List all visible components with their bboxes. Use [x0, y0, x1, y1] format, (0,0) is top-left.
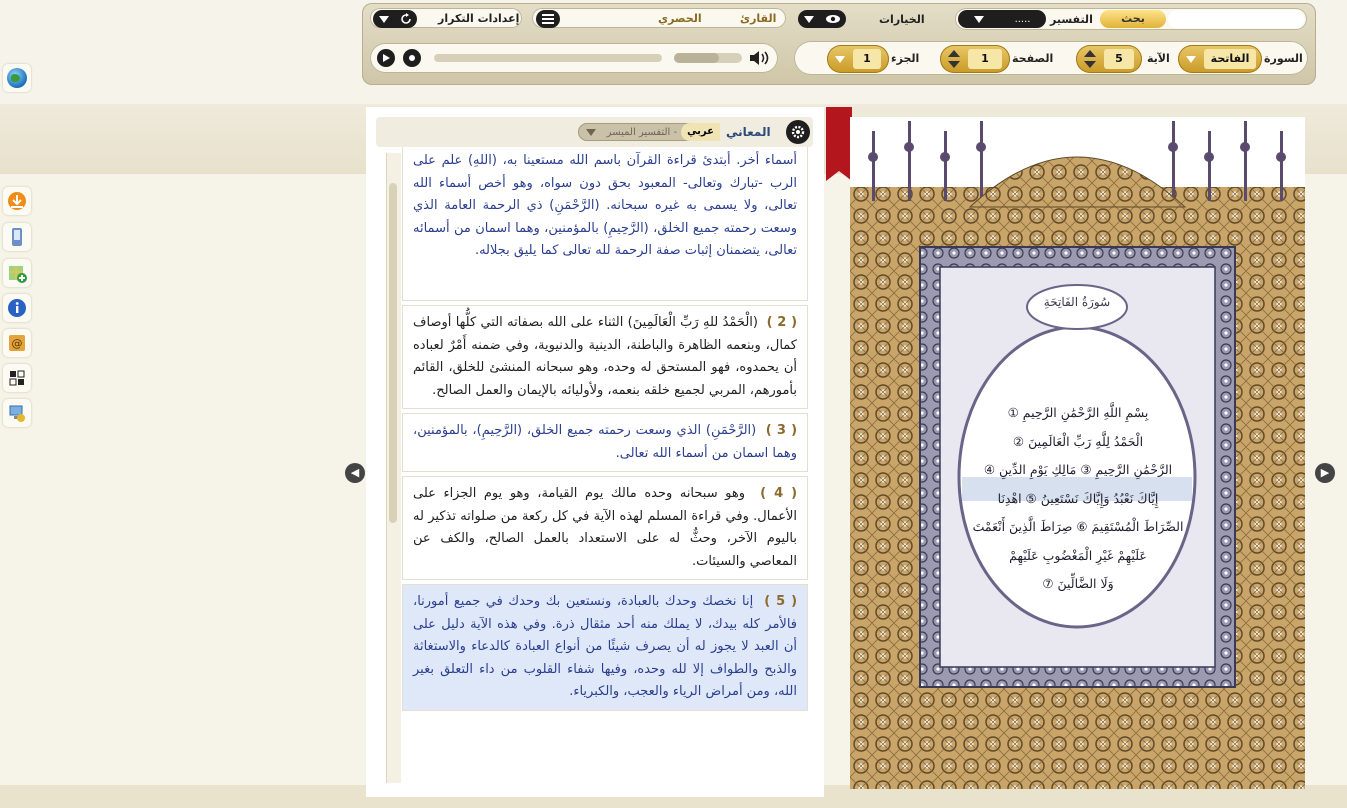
- arrow-up-icon[interactable]: [948, 50, 960, 57]
- quran-line-highlighted[interactable]: إِيَّاكَ نَعْبُدُ وَإِيَّاكَ نَسْتَعِينُ ⑤ اهْدِنَا: [997, 490, 1159, 506]
- quran-line[interactable]: الْحَمْدُ لِلَّهِ رَبِّ الْعَالَمِينَ ②: [1012, 433, 1144, 449]
- prev-page-arrow-icon[interactable]: ◀: [345, 463, 365, 483]
- play-icon: [382, 54, 390, 62]
- arrow-down-icon[interactable]: [948, 61, 960, 68]
- email-icon[interactable]: [3, 329, 31, 357]
- gear-icon: [791, 125, 805, 139]
- download-icon[interactable]: [3, 187, 31, 215]
- volume-icon[interactable]: [748, 49, 770, 67]
- ayah-number: ( 3 ): [765, 423, 798, 438]
- surah-label: السورة: [1264, 52, 1303, 65]
- tafsir-select[interactable]: [958, 10, 1046, 28]
- tafsir-entry[interactable]: [402, 413, 808, 472]
- mobile-icon[interactable]: [3, 223, 31, 251]
- volume-fill: [674, 53, 719, 63]
- quran-text: [962, 399, 1194, 599]
- page-value: 1: [968, 49, 1002, 69]
- juz-select[interactable]: [827, 45, 889, 73]
- search-input[interactable]: [1168, 10, 1304, 28]
- quran-line[interactable]: وَلَا الضَّالِّينَ ⑦: [1042, 576, 1114, 591]
- tafsir-text: وهو سبحانه وحده مالك يوم القيامة، وهو يوم الجزاء على الأعمال. وفي قراءة المسلم لهذه الآية في كل ركعة من صلواته تذكير له باليوم الآخر، وحثٌّ له على الاستعداد بالعمل الصالح، والكف عن المعاصي والسيئات.: [413, 486, 797, 569]
- chevron-down-icon: [835, 56, 845, 63]
- options-button[interactable]: [798, 10, 846, 28]
- website-globe-icon[interactable]: [3, 64, 31, 92]
- stop-icon: [408, 54, 416, 62]
- meanings-label[interactable]: المعاني: [726, 125, 771, 139]
- juz-label: الجزء: [891, 52, 920, 65]
- control-panel: [362, 3, 1316, 85]
- quran-line[interactable]: الرَّحْمَٰنِ الرَّحِيمِ ③ مَالِكِ يَوْمِ الدِّينِ ④: [983, 462, 1173, 477]
- chevron-down-icon: [804, 16, 814, 23]
- tafsir-panel: [366, 107, 824, 797]
- tafsir-text: (الرَّحْمَنِ) الذي وسعت رحمته جميع الخلق، (الرَّحِيمِ)، بالمؤمنين، وهما اسمان من أسماء الله تعالى.: [413, 423, 797, 461]
- language-value: عربي: [681, 123, 720, 141]
- ayah-number: ( 4 ): [760, 486, 798, 501]
- tafsir-header: [376, 117, 813, 147]
- tafsir-entry[interactable]: [402, 476, 808, 580]
- chevron-down-icon: [1186, 56, 1196, 63]
- ayah-value: 5: [1104, 49, 1134, 69]
- chevron-down-icon: [586, 129, 596, 136]
- quran-line[interactable]: بِسْمِ اللَّهِ الرَّحْمَٰنِ الرَّحِيمِ ①: [1007, 405, 1149, 420]
- quran-line[interactable]: الصِّرَاطَ الْمُسْتَقِيمَ ⑥ صِرَاطَ الَّذِينَ أَنْعَمْتَ: [972, 519, 1184, 534]
- reciter-list-button[interactable]: [536, 10, 560, 28]
- eye-icon: [825, 14, 841, 24]
- audio-progress-track[interactable]: [434, 54, 662, 62]
- ayah-number: ( 2 ): [766, 315, 798, 330]
- tafsir-list: [402, 147, 808, 787]
- repeat-icon: [400, 13, 412, 25]
- chevron-down-icon: [974, 16, 984, 23]
- settings-gear-button[interactable]: [786, 120, 810, 144]
- page-label: الصفحة: [1012, 52, 1054, 65]
- fullscreen-icon[interactable]: [3, 364, 31, 392]
- svg-text:@: @: [11, 337, 23, 350]
- computer-settings-icon[interactable]: [3, 399, 31, 427]
- reciter-label: القارئ: [740, 12, 777, 25]
- repeat-settings-label[interactable]: إعدادات التكرار: [438, 12, 520, 25]
- volume-slider[interactable]: [674, 53, 742, 63]
- search-button[interactable]: بحث: [1100, 10, 1166, 28]
- play-button[interactable]: [377, 49, 395, 67]
- chevron-down-icon: [379, 16, 389, 23]
- list-icon: [542, 14, 554, 24]
- tafsir-entry[interactable]: [402, 305, 808, 409]
- surah-value: الفاتحة: [1204, 49, 1256, 69]
- bookmark-ribbon[interactable]: [826, 107, 852, 171]
- ayah-number: ( 5 ): [764, 594, 798, 609]
- tafsir-scroll-thumb[interactable]: [389, 183, 397, 523]
- tafsir-text: إنا نخصك وحدك بالعبادة، ونستعين بك وحدك في جميع أمورنا، فالأمر كله بيدك، لا يملك منه أحد مثقال ذرة. وفي هذه الآية دليل على أن العبد لا يجوز له أن يصرف شيئًا من أنواع العبادة كالدعاء والاستغاثة والذبح والطواف إلا لله وحده، وفيها شفاء القلوب من داء التعلق بغير الله، ومن أمراض الرياء والعجب، والكبرياء.: [413, 594, 797, 699]
- quran-line[interactable]: عَلَيْهِمْ غَيْرِ الْمَغْضُوبِ عَلَيْهِمْ: [1009, 547, 1147, 563]
- tafsir-book-value: - التفسير الميسر: [606, 126, 678, 138]
- ayah-stepper[interactable]: [1076, 45, 1142, 73]
- stop-button[interactable]: [403, 49, 421, 67]
- juz-value: 1: [853, 49, 881, 69]
- info-icon[interactable]: [3, 294, 31, 322]
- tafsir-text: (الْحَمْدُ للهِ رَبِّ الْعَالَمِينَ) الثناء على الله بصفاته التي كلُّها أوصاف كمال، وبنعمه الظاهرة والباطنة، الدينية والدنيوية، وفي ضمنه أَمْرٌ لعباده أن يحمدوه، فهو المستحق له وحده، وهو سبحانه المنشئ للخلق، القائم بأمورهم، المربي لجميع خلقه بنعمه، ولأوليائه بالإيمان والعمل الصالح.: [413, 315, 797, 398]
- arrow-up-icon[interactable]: [1084, 50, 1096, 57]
- options-label: الخيارات: [879, 13, 925, 26]
- tafsir-book-select[interactable]: [578, 123, 720, 141]
- mushaf-page: [850, 117, 1305, 789]
- tafsir-entry[interactable]: [402, 147, 808, 301]
- tafsir-value: .....: [1014, 13, 1031, 25]
- surah-select[interactable]: [1178, 45, 1262, 73]
- reciter-value[interactable]: الحصري: [658, 12, 702, 25]
- repeat-button[interactable]: [373, 10, 417, 28]
- tafsir-entry-selected[interactable]: [402, 584, 808, 711]
- tafsir-label: التفسير: [1050, 13, 1093, 26]
- surah-title: سُورَةُ الفَاتِحَةِ: [1043, 295, 1111, 309]
- next-page-arrow-icon[interactable]: ▶: [1315, 463, 1335, 483]
- tafsir-text: أسماء أخر. أبتدئ قراءة القرآن باسم الله مستعينا به، (اللهِ) علم على الرب -تبارك وتعالى- المعبود بحق دون سواه، وهو أخص أسماء الله تعالى، ولا يسمى به غيره سبحانه. (الرَّحْمَنِ) ذي الرحمة العامة الذي وسعت رحمته جميع الخلق، (الرَّحِيمِ) بالمؤمنين، وهما اسمان من أسمائه تعالى، يتضمنان إثبات صفة الرحمة لله تعالى كما يليق بجلاله.: [413, 153, 797, 258]
- arrow-down-icon[interactable]: [1084, 61, 1096, 68]
- page-stepper[interactable]: [940, 45, 1010, 73]
- add-map-icon[interactable]: [3, 259, 31, 287]
- ayah-label: الآية: [1147, 52, 1170, 65]
